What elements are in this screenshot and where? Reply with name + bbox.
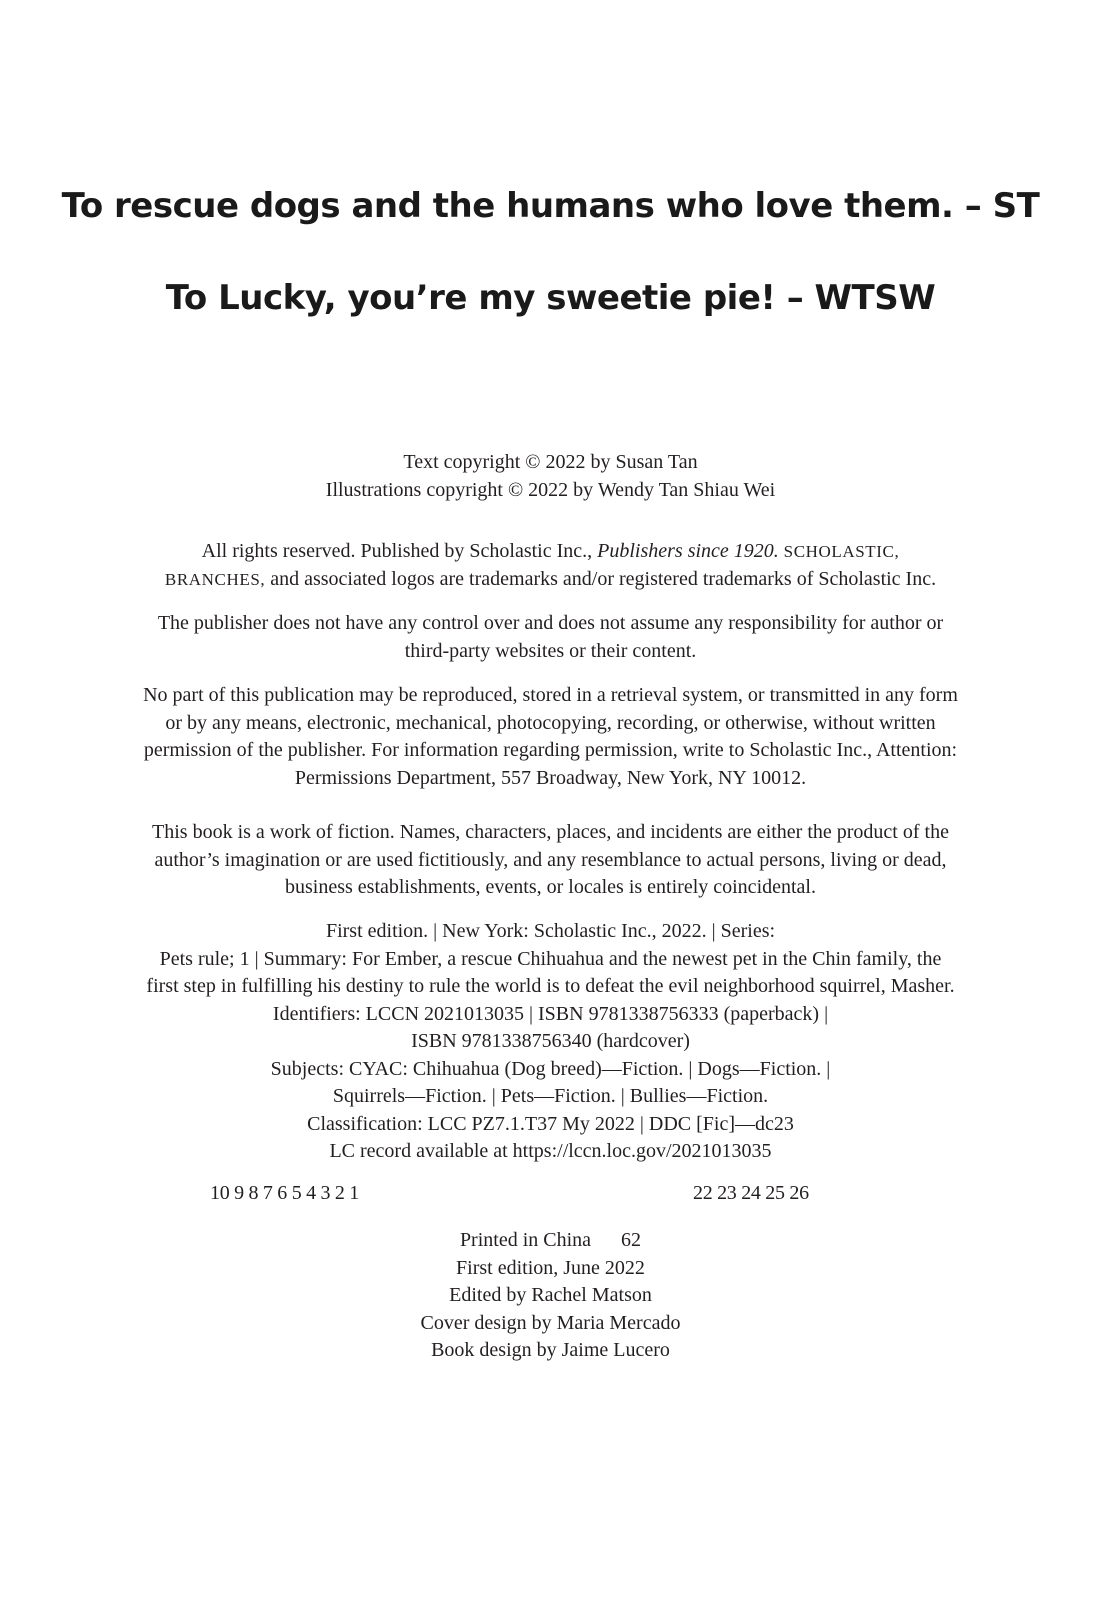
copyright-block	[0, 449, 1101, 504]
cip-line-3: first step in fulfilling his destiny to rule the world is to defeat the evil neighborhood squirrel, Masher.	[146, 975, 955, 997]
fiction-line-3: business establishments, events, or locales is entirely coincidental.	[285, 876, 816, 898]
cip-line-4: Identifiers: LCCN 2021013035 | ISBN 9781338756333 (paperback) |	[272, 1002, 829, 1025]
rights-line-1	[0, 538, 1101, 566]
cip-line-5: ISBN 9781338756340 (hardcover)	[411, 1030, 690, 1052]
branches-trademark: BRANCHES,	[164, 569, 266, 589]
reproduction-line-4: Permissions Department, 557 Broadway, New York, NY 10012.	[294, 766, 807, 789]
reproduction-line-3: permission of the publisher. For information regarding permission, write to Scholastic Inc., Attention:	[143, 739, 958, 761]
cip-line-7: Squirrels—Fiction. | Pets—Fiction. | Bullies—Fiction.	[332, 1085, 769, 1107]
printer-code: 62	[621, 1229, 642, 1251]
dedication-line-2: To Lucky, you’re my sweetie pie! – WTSW	[165, 278, 936, 318]
editor-credit: Edited by Rachel Matson	[449, 1284, 652, 1306]
reproduction-notice-block	[0, 682, 1101, 792]
publisher-note-line-2: third-party websites or their content.	[404, 639, 697, 662]
cip-line-2: Pets rule; 1 | Summary: For Ember, a rescue Chihuahua and the newest pet in the Chin family, the	[159, 947, 942, 970]
fiction-line-2: author’s imagination or are used fictitiously, and any resemblance to actual persons, living or dead,	[154, 848, 947, 871]
credits-block	[0, 1227, 1101, 1365]
printed-in: Printed in China	[459, 1229, 592, 1251]
cip-line-9: LC record available at https://lccn.loc.gov/2021013035	[329, 1140, 772, 1162]
printing-number-line: 10 9 8 7 6 5 4 3 2 1	[210, 1182, 360, 1204]
scholastic-trademark: SCHOLASTIC,	[778, 542, 900, 561]
book-design-credit: Book design by Jaime Lucero	[431, 1339, 670, 1361]
cataloging-data-block	[0, 918, 1101, 1166]
publishers-since: Publishers since 1920.	[597, 540, 779, 562]
fiction-disclaimer-block	[0, 819, 1101, 902]
cip-line-8: Classification: LCC PZ7.1.T37 My 2022 | DDC [Fic]—dc23	[307, 1112, 794, 1135]
fiction-line-1: This book is a work of fiction. Names, characters, places, and incidents are either the product of the	[152, 821, 949, 843]
reproduction-line-2: or by any means, electronic, mechanical, photocopying, recording, or otherwise, without written	[165, 711, 936, 734]
dedication-line-1: To rescue dogs and the humans who love them. – ST	[61, 186, 1040, 226]
publisher-note-block	[0, 610, 1101, 665]
rights-text-1: All rights reserved. Published by Scholastic Inc.,	[201, 540, 598, 562]
printing-year-line: 22 23 24 25 26	[693, 1182, 809, 1204]
cip-line-1: First edition. | New York: Scholastic Inc., 2022. | Series:	[325, 920, 776, 942]
printed-in-line	[0, 1227, 1101, 1255]
edition-date: First edition, June 2022	[456, 1256, 645, 1279]
rights-line-2	[0, 566, 1101, 594]
cover-design-credit: Cover design by Maria Mercado	[420, 1311, 681, 1334]
cip-line-6: Subjects: CYAC: Chihuahua (Dog breed)—Fiction. | Dogs—Fiction. |	[270, 1057, 831, 1080]
rights-text-2: and associated logos are trademarks and/or registered trademarks of Scholastic Inc.	[265, 567, 937, 590]
rights-block	[0, 538, 1101, 593]
text-copyright: Text copyright © 2022 by Susan Tan	[403, 451, 698, 473]
reproduction-line-1: No part of this publication may be reproduced, stored in a retrieval system, or transmitted in any form	[143, 684, 958, 706]
publisher-note-line-1: The publisher does not have any control over and does not assume any responsibility for author or	[157, 612, 944, 634]
illustrations-copyright: Illustrations copyright © 2022 by Wendy Tan Shiau Wei	[325, 478, 776, 501]
